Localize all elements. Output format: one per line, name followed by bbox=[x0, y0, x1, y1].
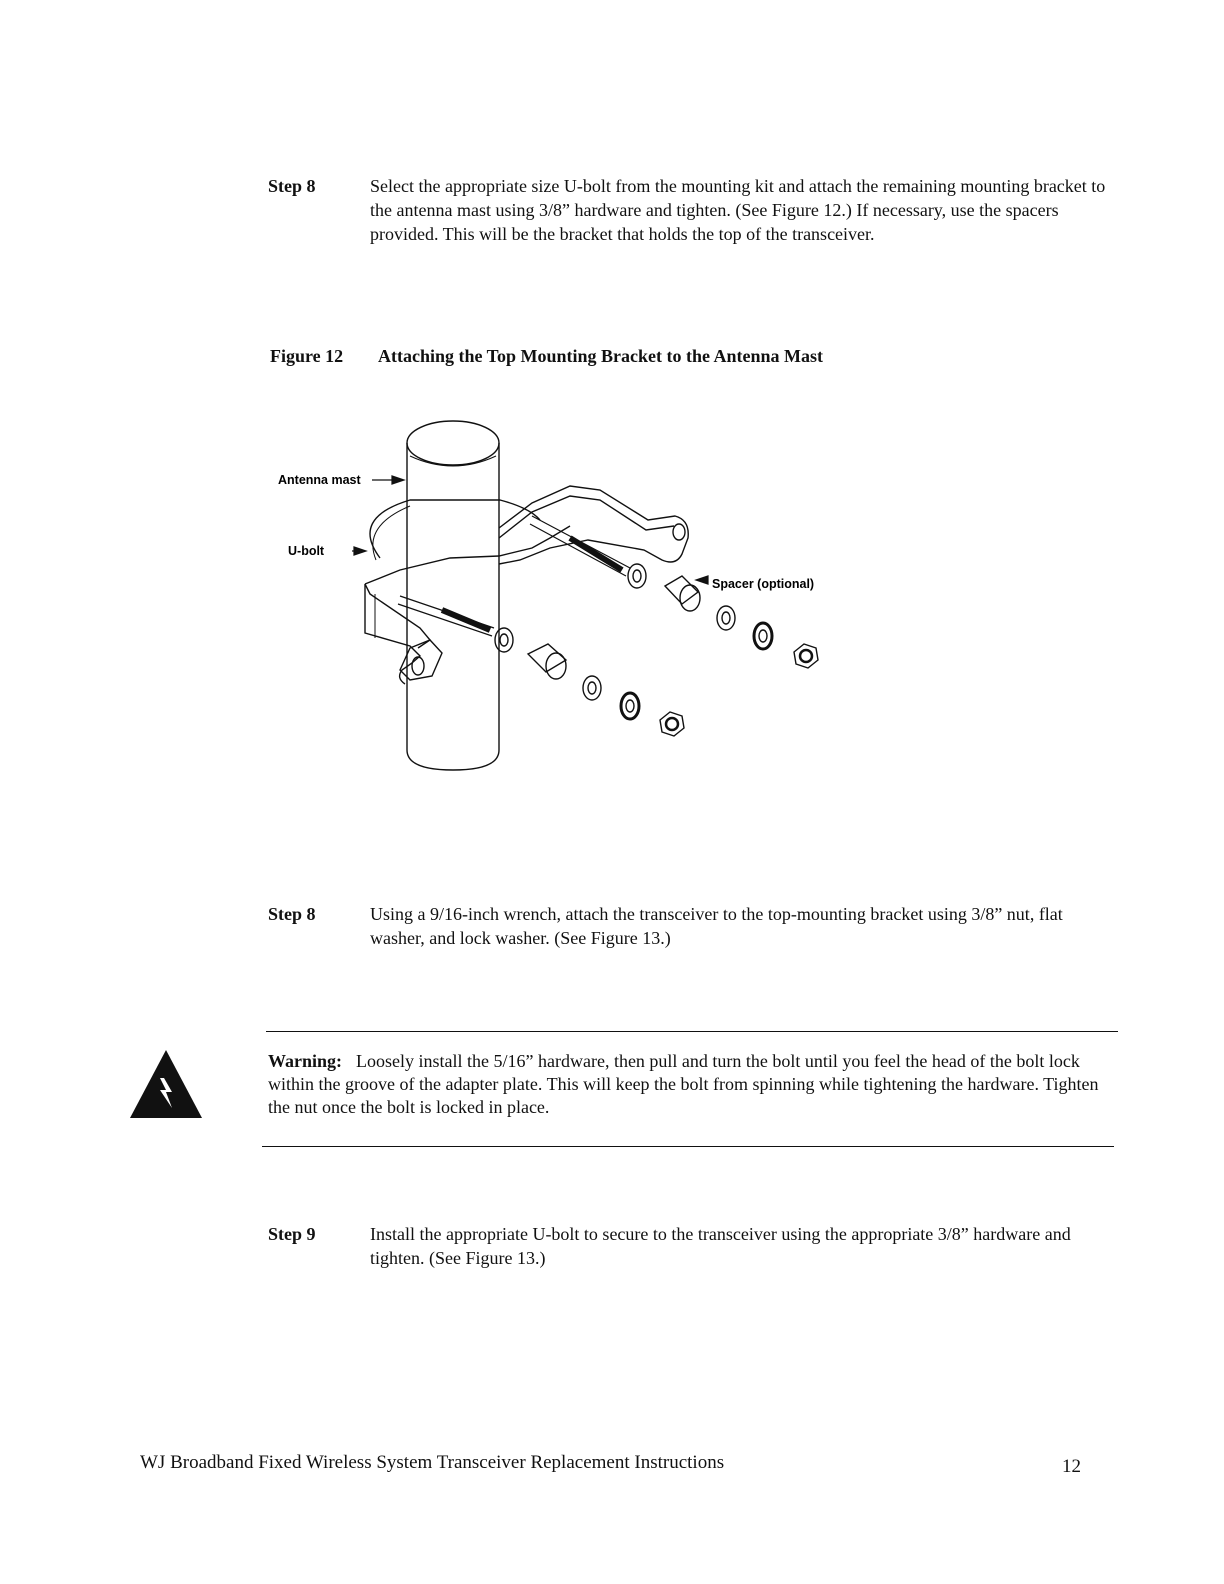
step-label: Step 9 bbox=[268, 1224, 316, 1244]
step-label: Step 8 bbox=[268, 904, 316, 924]
page-number: 12 bbox=[1062, 1456, 1081, 1477]
front-bracket-drawing bbox=[365, 526, 570, 684]
footer-title: WJ Broadband Fixed Wireless System Transceiver Replacement Instructions bbox=[140, 1452, 725, 1473]
figure-number: Figure 12 bbox=[270, 346, 344, 366]
warning-text bbox=[268, 1050, 1118, 1119]
label-arrows bbox=[352, 476, 708, 584]
warning-body: Loosely install the 5/16” hardware, then pull and turn the bolt until you feel the head of the bolt lock within the groove of the adapter plate. This will keep the bolt from spinning while tightening the hardware. Tighten the nut once the bolt is locked in place. bbox=[268, 1051, 1099, 1117]
u-bolt-label: U-bolt bbox=[288, 544, 325, 558]
warning-label: Warning: bbox=[268, 1051, 343, 1071]
figure-caption bbox=[270, 346, 823, 367]
step-label: Step 8 bbox=[268, 176, 316, 196]
figure-title: Attaching the Top Mounting Bracket to the Antenna Mast bbox=[378, 346, 824, 366]
step-8-bracket bbox=[268, 174, 1118, 246]
antenna-mast-drawing bbox=[407, 421, 499, 770]
step-text: Install the appropriate U-bolt to secure to the transceiver using the appropriate 3/8” hardware and tighten. (See Figure 13.) bbox=[370, 1224, 1071, 1268]
u-bolt-drawing bbox=[370, 500, 540, 558]
spacers-drawing bbox=[528, 576, 700, 679]
antenna-mast-label: Antenna mast bbox=[278, 473, 361, 487]
mounting-bracket-illustration bbox=[270, 408, 850, 788]
step-9-ubolt bbox=[268, 1222, 1118, 1270]
spacer-label: Spacer (optional) bbox=[712, 577, 815, 591]
warning-icon bbox=[128, 1048, 204, 1120]
warning-top-rule bbox=[266, 1031, 1118, 1032]
threaded-rods-drawing bbox=[398, 516, 630, 636]
warning-bottom-rule bbox=[262, 1146, 1114, 1147]
nuts-drawing bbox=[660, 644, 818, 736]
step-text: Select the appropriate size U-bolt from the mounting kit and attach the remaining mounting bracket to the antenna mast using 3/8” hardware and tighten. (See Figure 12.) If necessary, use the spacers provided. This will be the bracket that holds the top of the transceiver. bbox=[370, 176, 1106, 244]
step-8-wrench bbox=[268, 902, 1118, 950]
step-text: Using a 9/16-inch wrench, attach the transceiver to the top-mounting bracket using 3/8” nut, flat washer, and lock washer. (See Figure 13.) bbox=[370, 904, 1063, 948]
